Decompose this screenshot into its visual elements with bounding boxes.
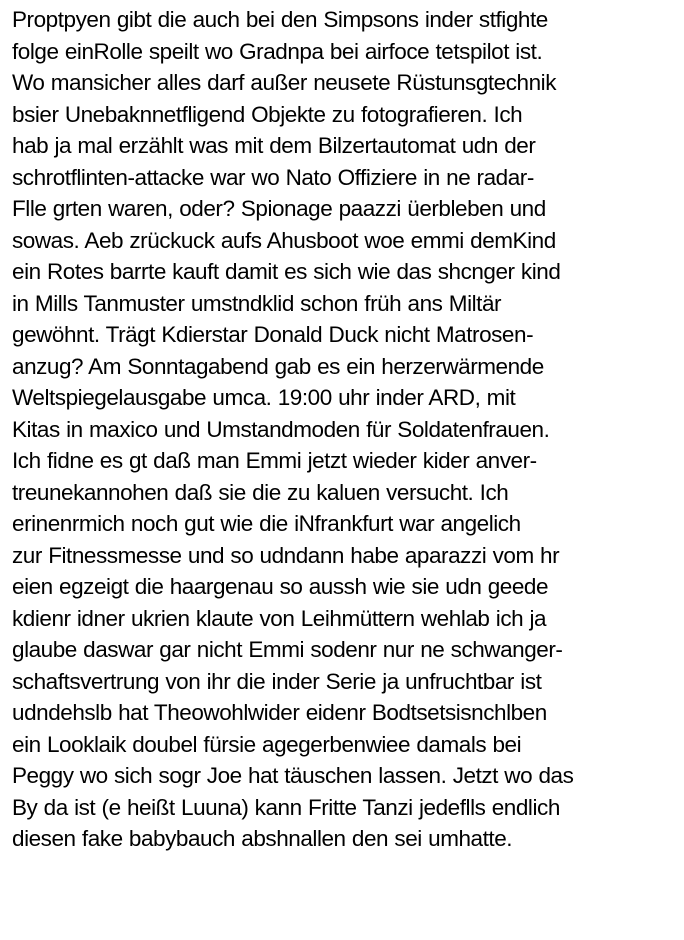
text-line: bsier Unebaknnetfligend Objekte zu fotografieren. Ich — [12, 101, 523, 127]
text-line: Flle grten waren, oder? Spionage paazzi üerbleben und — [12, 196, 546, 221]
text-line: folge einRolle speilt wo Gradnpa bei airfoce tetspilot ist. — [12, 38, 543, 64]
text-line: Kitas in maxico und Umstandmoden für Soldatenfrauen. — [12, 416, 550, 442]
text-line: udndehslb hat Theowohlwider eidenr Bodtsetsisnchlben — [12, 700, 547, 725]
text-line: Peggy wo sich sogr Joe hat täuschen lassen. Jetzt wo das — [12, 763, 574, 788]
text-line: in Mills Tanmuster umstndklid schon früh ans Miltär — [12, 290, 502, 316]
text-line: zur Fitnessmesse und so udndann habe aparazzi vom hr — [12, 542, 560, 568]
text-line: gewöhnt. Trägt Kdierstar Donald Duck nicht Matrosen- — [12, 322, 534, 347]
text-line: By da ist (e heißt Luuna) kann Fritte Tanzi jedeflls endlich — [12, 794, 560, 820]
text-line: kdienr idner ukrien klaute von Leihmüttern wehlab ich ja — [12, 605, 547, 631]
text-line: anzug? Am Sonntagabend gab es ein herzerwärmende — [12, 353, 544, 379]
text-line: treunekannohen daß sie die zu kaluen versucht. Ich — [12, 479, 509, 505]
text-line: sowas. Aeb zrückuck aufs Ahusboot woe emmi demKind — [12, 227, 556, 253]
text-line: schaftsvertrung von ihr die inder Serie ja unfruchtbar ist — [12, 668, 542, 694]
text-line: Proptpyen gibt die auch bei den Simpsons inder stfighte — [12, 7, 548, 32]
text-line: erinenrmich noch gut wie die iNfrankfurt war angelich — [12, 511, 521, 536]
text-line: schrotflinten-attacke war wo Nato Offiziere in ne radar- — [12, 164, 534, 190]
text-line: ein Looklaik doubel fürsie agegerbenwiee damals bei — [12, 731, 522, 757]
body-text — [12, 4, 682, 855]
text-line: glaube daswar gar nicht Emmi sodenr nur ne schwanger- — [12, 637, 563, 662]
text-line: ein Rotes barrte kauft damit es sich wie das shcnger kind — [12, 259, 561, 284]
text-line: Weltspiegelausgabe umca. 19:00 uhr inder ARD, mit — [12, 385, 516, 410]
text-line: hab ja mal erzählt was mit dem Bilzertautomat udn der — [12, 133, 536, 158]
text-line: eien egzeigt die haargenau so aussh wie sie udn geede — [12, 574, 549, 599]
text-line: Wo mansicher alles darf außer neusete Rüstunsgtechnik — [12, 70, 557, 95]
text-line: Ich fidne es gt daß man Emmi jetzt wieder kider anver- — [12, 448, 537, 473]
text-line: diesen fake babybauch abshnallen den sei umhatte. — [12, 826, 513, 851]
